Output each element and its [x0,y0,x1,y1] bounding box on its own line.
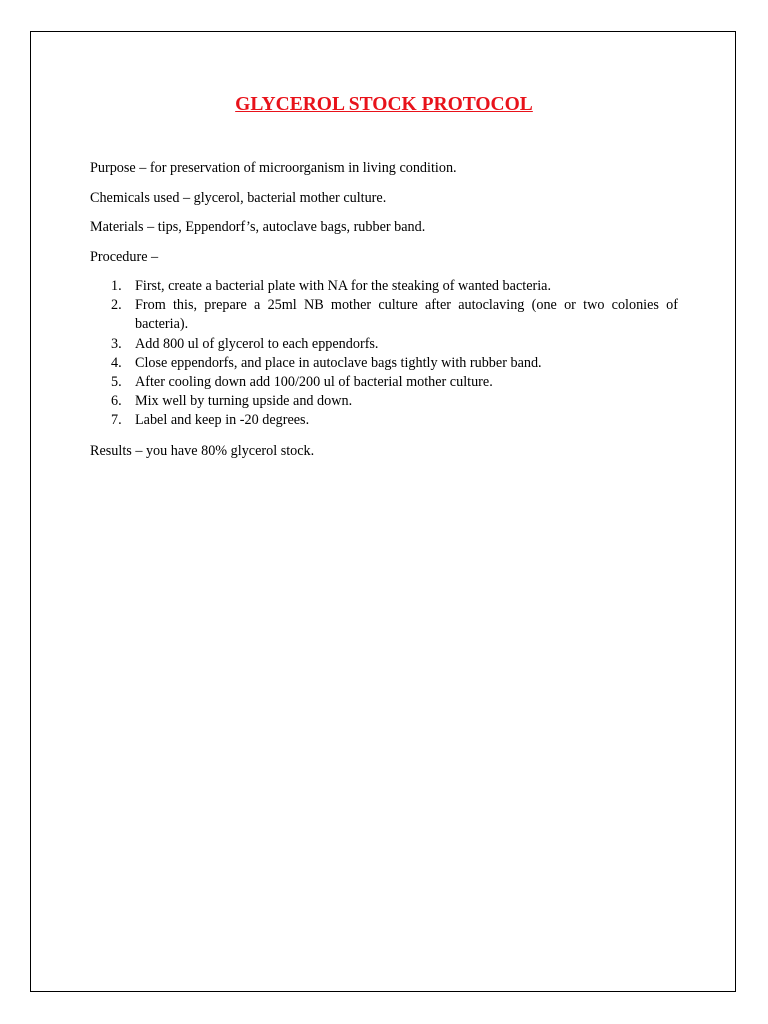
procedure-step [90,354,678,373]
step-text: Add 800 ul of glycerol to each eppendorfs. [135,335,379,352]
purpose-text: Purpose – for preservation of microorganism in living condition. [90,160,457,176]
step-text: First, create a bacterial plate with NA for the steaking of wanted bacteria. [135,278,551,294]
step-number: 5. [111,374,122,391]
chemicals-text: Chemicals used – glycerol, bacterial mother culture. [90,190,387,206]
step-number: 7. [111,412,122,429]
step-number: 1. [111,278,122,294]
step-text: Label and keep in -20 degrees. [135,412,310,429]
document-title: GLYCEROL STOCK PROTOCOL [235,94,533,115]
procedure-step [90,392,678,411]
step-text: Mix well by turning upside and down. [135,393,353,410]
procedure-step [90,296,678,334]
procedure-step [90,411,678,430]
step-text: From this, prepare a 25ml NB mother culture after autoclaving (one or two colonies of bacteria). [135,297,678,333]
results-text: Results – you have 80% glycerol stock. [90,443,315,459]
step-number: 6. [111,393,122,410]
step-text: After cooling down add 100/200 ul of bacterial mother culture. [135,374,493,391]
materials-text: Materials – tips, Eppendorf’s, autoclave bags, rubber band. [90,219,426,235]
procedure-step [90,335,678,354]
procedure-list [90,277,678,431]
procedure-step [90,373,678,392]
procedure-heading: Procedure – [90,249,159,265]
step-text: Close eppendorfs, and place in autoclave bags tightly with rubber band. [135,354,542,371]
step-number: 3. [111,335,122,352]
step-number: 2. [111,297,122,314]
procedure-step [90,277,678,296]
step-number: 4. [111,354,122,371]
